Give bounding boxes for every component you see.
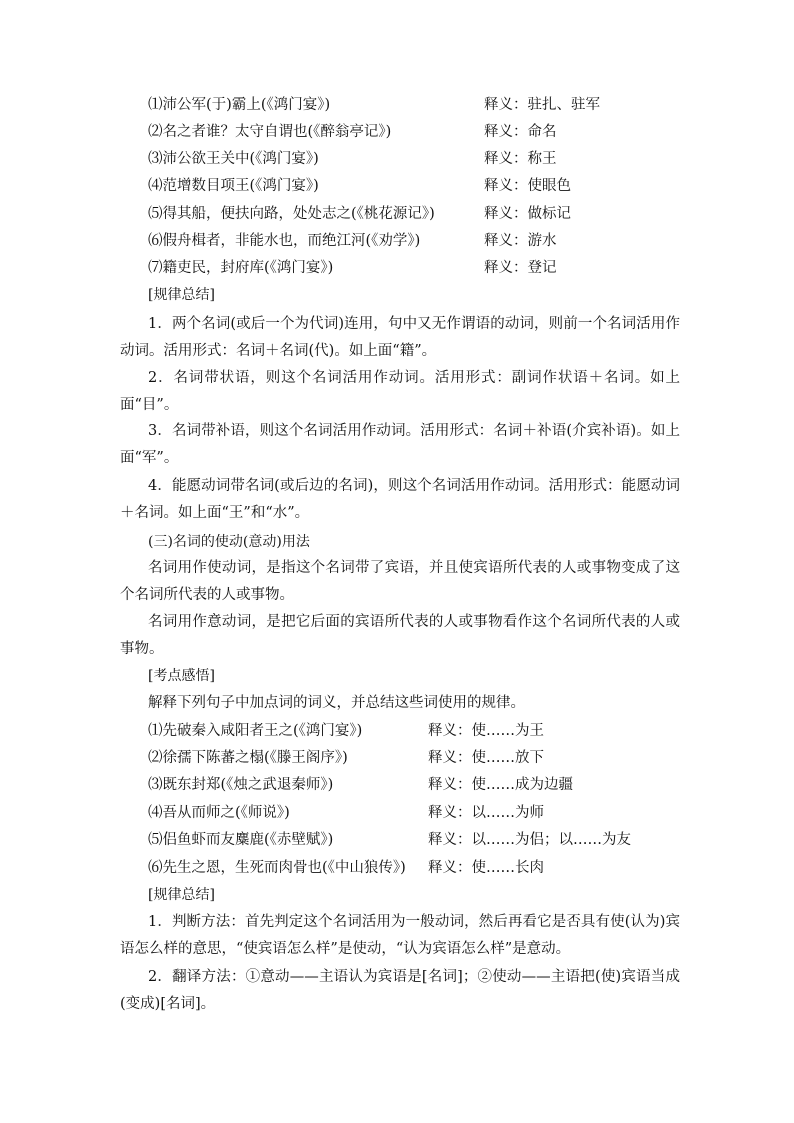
example-sentence: ⑹先生之恩，生死而肉骨也(《中山狼传》) [148,860,406,876]
example-row [0,201,794,227]
example-meaning: 释义：使眼色 [484,178,571,194]
example-row [0,173,794,199]
example-meaning: 释义：称王 [484,151,557,167]
example-sentence: ⑵徐孺下陈蕃之榻(《滕王阁序》) [148,750,348,766]
section-paragraph: 名词用作意动词，是把它后面的宾语所代表的人或事物看作这个名词所代表的人或事物。 [120,614,680,657]
example-row [0,772,794,798]
section-title: (三)名词的使动(意动)用法 [148,534,310,550]
example-row [0,827,794,853]
example-sentence: ⑺籍吏民，封府库(《鸿门宴》) [148,260,334,276]
rule-paragraph: 3．名词带补语，则这个名词活用作动词。活用形式：名词＋补语(介宾补语)。如上面“军”。 [120,423,680,466]
kaodian-instruction: 解释下列句子中加点词的词义，并总结这些词使用的规律。 [148,695,525,711]
example-meaning: 释义：游水 [484,233,557,249]
example-sentence: ⑸得其船，便扶向路，处处志之(《桃花源记》) [148,206,435,222]
example-meaning: 释义：以……为师 [428,805,544,821]
example-row [0,855,794,881]
example-meaning: 释义：做标记 [484,206,571,222]
example-row [0,146,794,172]
rules-heading-1: [规律总结] [148,287,215,303]
example-meaning: 释义：以……为侣；以……为友 [428,832,631,848]
kaodian-heading: [考点感悟] [148,668,215,684]
rule-paragraph: 1．判断方法：首先判定这个名词活用为一般动词，然后再看它是否具有使(认为)宾语怎么样的意思，“使宾语怎么样”是使动，“认为宾语怎么样”是意动。 [120,914,680,957]
example-sentence: ⑵名之者谁？太守自谓也(《醉翁亭记》) [148,124,392,140]
example-sentence: ⑶沛公欲王关中(《鸿门宴》) [148,151,319,167]
example-row [0,255,794,281]
example-meaning: 释义：使……放下 [428,750,544,766]
example-meaning: 释义：驻扎、驻军 [484,97,600,113]
example-meaning: 释义：使……为王 [428,723,544,739]
example-row [0,800,794,826]
example-row [0,92,794,118]
example-sentence: ⑷吾从而师之(《师说》) [148,805,290,821]
example-sentence: ⑶既东封郑(《烛之武退秦师》) [148,777,334,793]
example-meaning: 释义：命名 [484,124,557,140]
section-paragraph: 名词用作使动词，是指这个名词带了宾语，并且使宾语所代表的人或事物变成了这个名词所代表的人或事物。 [120,560,680,603]
example-meaning: 释义：使……长肉 [428,860,544,876]
rule-paragraph: 4．能愿动词带名词(或后边的名词)，则这个名词活用作动词。活用形式：能愿动词＋名词。如上面“王”和“水”。 [120,478,680,521]
example-sentence: ⑹假舟楫者，非能水也，而绝江河(《劝学》) [148,233,421,249]
example-row [0,718,794,744]
rule-paragraph: 2．名词带状语，则这个名词活用作动词。活用形式：副词作状语＋名词。如上面“目”。 [120,370,680,413]
example-meaning: 释义：使……成为边疆 [428,777,573,793]
example-sentence: ⑴先破秦入咸阳者王之(《鸿门宴》) [148,723,363,739]
rule-paragraph: 2．翻译方法：①意动——主语认为宾语是[名词]；②使动——主语把(使)宾语当成(变成)[名词]。 [120,969,680,1012]
example-row [0,119,794,145]
example-row [0,228,794,254]
example-sentence: ⑸侣鱼虾而友麋鹿(《赤壁赋》) [148,832,334,848]
example-sentence: ⑴沛公军(于)霸上(《鸿门宴》) [148,97,331,113]
example-sentence: ⑷范增数目项王(《鸿门宴》) [148,178,319,194]
rule-paragraph: 1．两个名词(或后一个为代词)连用，句中又无作谓语的动词，则前一个名词活用作动词。活用形式：名词＋名词(代)。如上面“籍”。 [120,316,680,359]
example-row [0,745,794,771]
example-meaning: 释义：登记 [484,260,557,276]
rules-heading-2: [规律总结] [148,887,215,903]
